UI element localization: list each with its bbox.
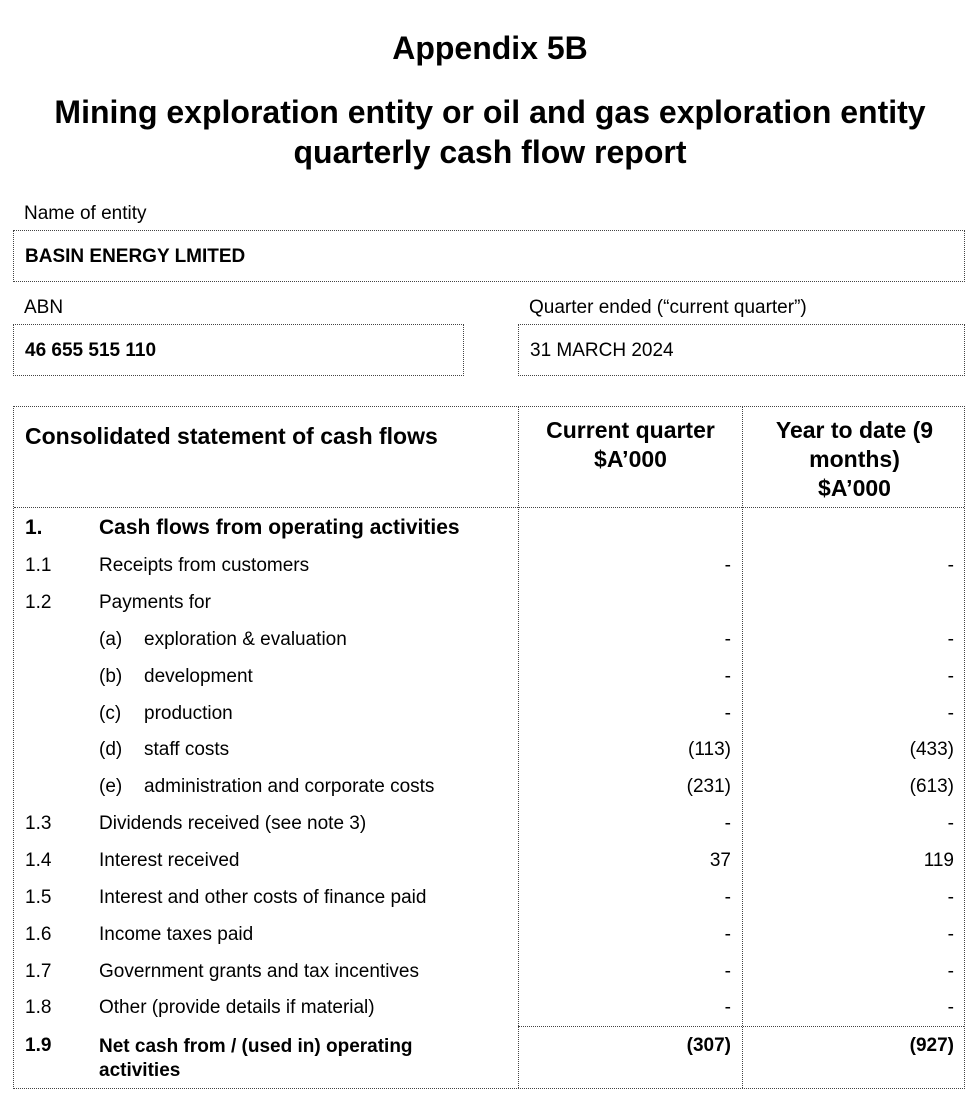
row-description: Income taxes paid [99, 924, 254, 945]
row-sub-letter: (a) [99, 629, 123, 650]
ytd-value: - [947, 555, 954, 576]
current-quarter-value: - [724, 555, 731, 576]
abn-label: ABN [24, 297, 64, 318]
row-sub-letter: (c) [99, 703, 122, 724]
current-quarter-value: - [724, 629, 731, 650]
entity-name-label: Name of entity [24, 203, 147, 224]
table-row [14, 776, 966, 812]
row-description: development [144, 666, 253, 687]
row-description: production [144, 703, 233, 724]
row-description: administration and corporate costs [144, 776, 435, 797]
section-title: Cash flows from operating activities [99, 516, 460, 539]
row-number: 1.4 [25, 850, 52, 871]
table-row [14, 592, 966, 628]
table-row [14, 961, 966, 997]
row-description: Interest received [99, 850, 240, 871]
row-number: 1.2 [25, 592, 52, 613]
row-number: 1.9 [25, 1035, 52, 1056]
entity-name-value: BASIN ENERGY LMITED [25, 246, 246, 267]
abn-field [13, 324, 464, 376]
quarter-field [518, 324, 965, 376]
table-row [14, 629, 966, 665]
section-number: 1. [25, 516, 43, 539]
ytd-total: (927) [909, 1035, 954, 1056]
ytd-value: - [947, 924, 954, 945]
total-description-line1: Net cash from / (used in) operating [99, 1036, 413, 1057]
ytd-header-line2: months) [809, 446, 900, 472]
row-sub-letter: (d) [99, 739, 123, 760]
total-row [14, 1035, 966, 1085]
ytd-value: - [947, 887, 954, 908]
ytd-value: - [947, 961, 954, 982]
header-divider [14, 507, 964, 508]
table-row [14, 924, 966, 960]
row-number: 1.5 [25, 887, 52, 908]
current-quarter-header [519, 416, 742, 474]
abn-value: 46 655 515 110 [25, 340, 157, 361]
current-quarter-header-line2: $A’000 [594, 446, 667, 472]
ytd-value: 119 [923, 850, 954, 871]
table-heading: Consolidated statement of cash flows [25, 423, 438, 449]
row-description: Dividends received (see note 3) [99, 813, 367, 834]
row-description: Government grants and tax incentives [99, 961, 420, 982]
ytd-value: (613) [909, 776, 954, 797]
ytd-value: - [947, 629, 954, 650]
current-quarter-value: - [724, 813, 731, 834]
row-description: Interest and other costs of finance paid [99, 887, 427, 908]
table-row [14, 997, 966, 1033]
total-description-line2: activities [99, 1060, 181, 1081]
current-quarter-value: (231) [686, 776, 731, 797]
table-row [14, 887, 966, 923]
quarter-value: 31 MARCH 2024 [530, 340, 674, 361]
current-quarter-value: - [724, 924, 731, 945]
ytd-value: - [947, 813, 954, 834]
row-description: Receipts from customers [99, 555, 310, 576]
row-sub-letter: (b) [99, 666, 123, 687]
section-row [14, 517, 966, 553]
current-quarter-value: - [724, 997, 731, 1018]
table-row [14, 555, 966, 591]
current-quarter-value: 37 [709, 850, 731, 871]
current-quarter-value: (113) [688, 739, 731, 760]
cash-flow-table [13, 406, 965, 1089]
ytd-header-line3: $A’000 [818, 475, 891, 501]
row-description: Payments for [99, 592, 211, 613]
current-quarter-value: - [724, 666, 731, 687]
table-row [14, 739, 966, 775]
ytd-value: - [947, 703, 954, 724]
table-row [14, 703, 966, 739]
ytd-value: - [947, 997, 954, 1018]
current-quarter-total: (307) [686, 1035, 731, 1056]
row-description: Other (provide details if material) [99, 997, 375, 1018]
quarter-label: Quarter ended (“current quarter”) [529, 297, 807, 318]
total-description [99, 1035, 413, 1083]
row-description: exploration & evaluation [144, 629, 347, 650]
entity-name-field [13, 230, 965, 282]
current-quarter-value: - [724, 887, 731, 908]
row-description: staff costs [144, 739, 230, 760]
ytd-value: (433) [909, 739, 954, 760]
table-row [14, 850, 966, 886]
current-quarter-value: - [724, 703, 731, 724]
ytd-value: - [947, 666, 954, 687]
table-row [14, 666, 966, 702]
table-row [14, 813, 966, 849]
row-sub-letter: (e) [99, 776, 123, 797]
row-number: 1.6 [25, 924, 52, 945]
report-title-line2: quarterly cash flow report [293, 134, 687, 170]
ytd-header [743, 416, 966, 503]
row-number: 1.1 [25, 555, 52, 576]
row-number: 1.3 [25, 813, 52, 834]
row-number: 1.8 [25, 997, 52, 1018]
appendix-title: Appendix 5B [392, 30, 588, 66]
report-title-line1: Mining exploration entity or oil and gas exploration entity [54, 94, 926, 130]
current-quarter-value: - [724, 961, 731, 982]
ytd-header-line1: Year to date (9 [775, 417, 934, 443]
row-number: 1.7 [25, 961, 52, 982]
current-quarter-header-line1: Current quarter [546, 417, 715, 443]
report-title [0, 92, 980, 172]
